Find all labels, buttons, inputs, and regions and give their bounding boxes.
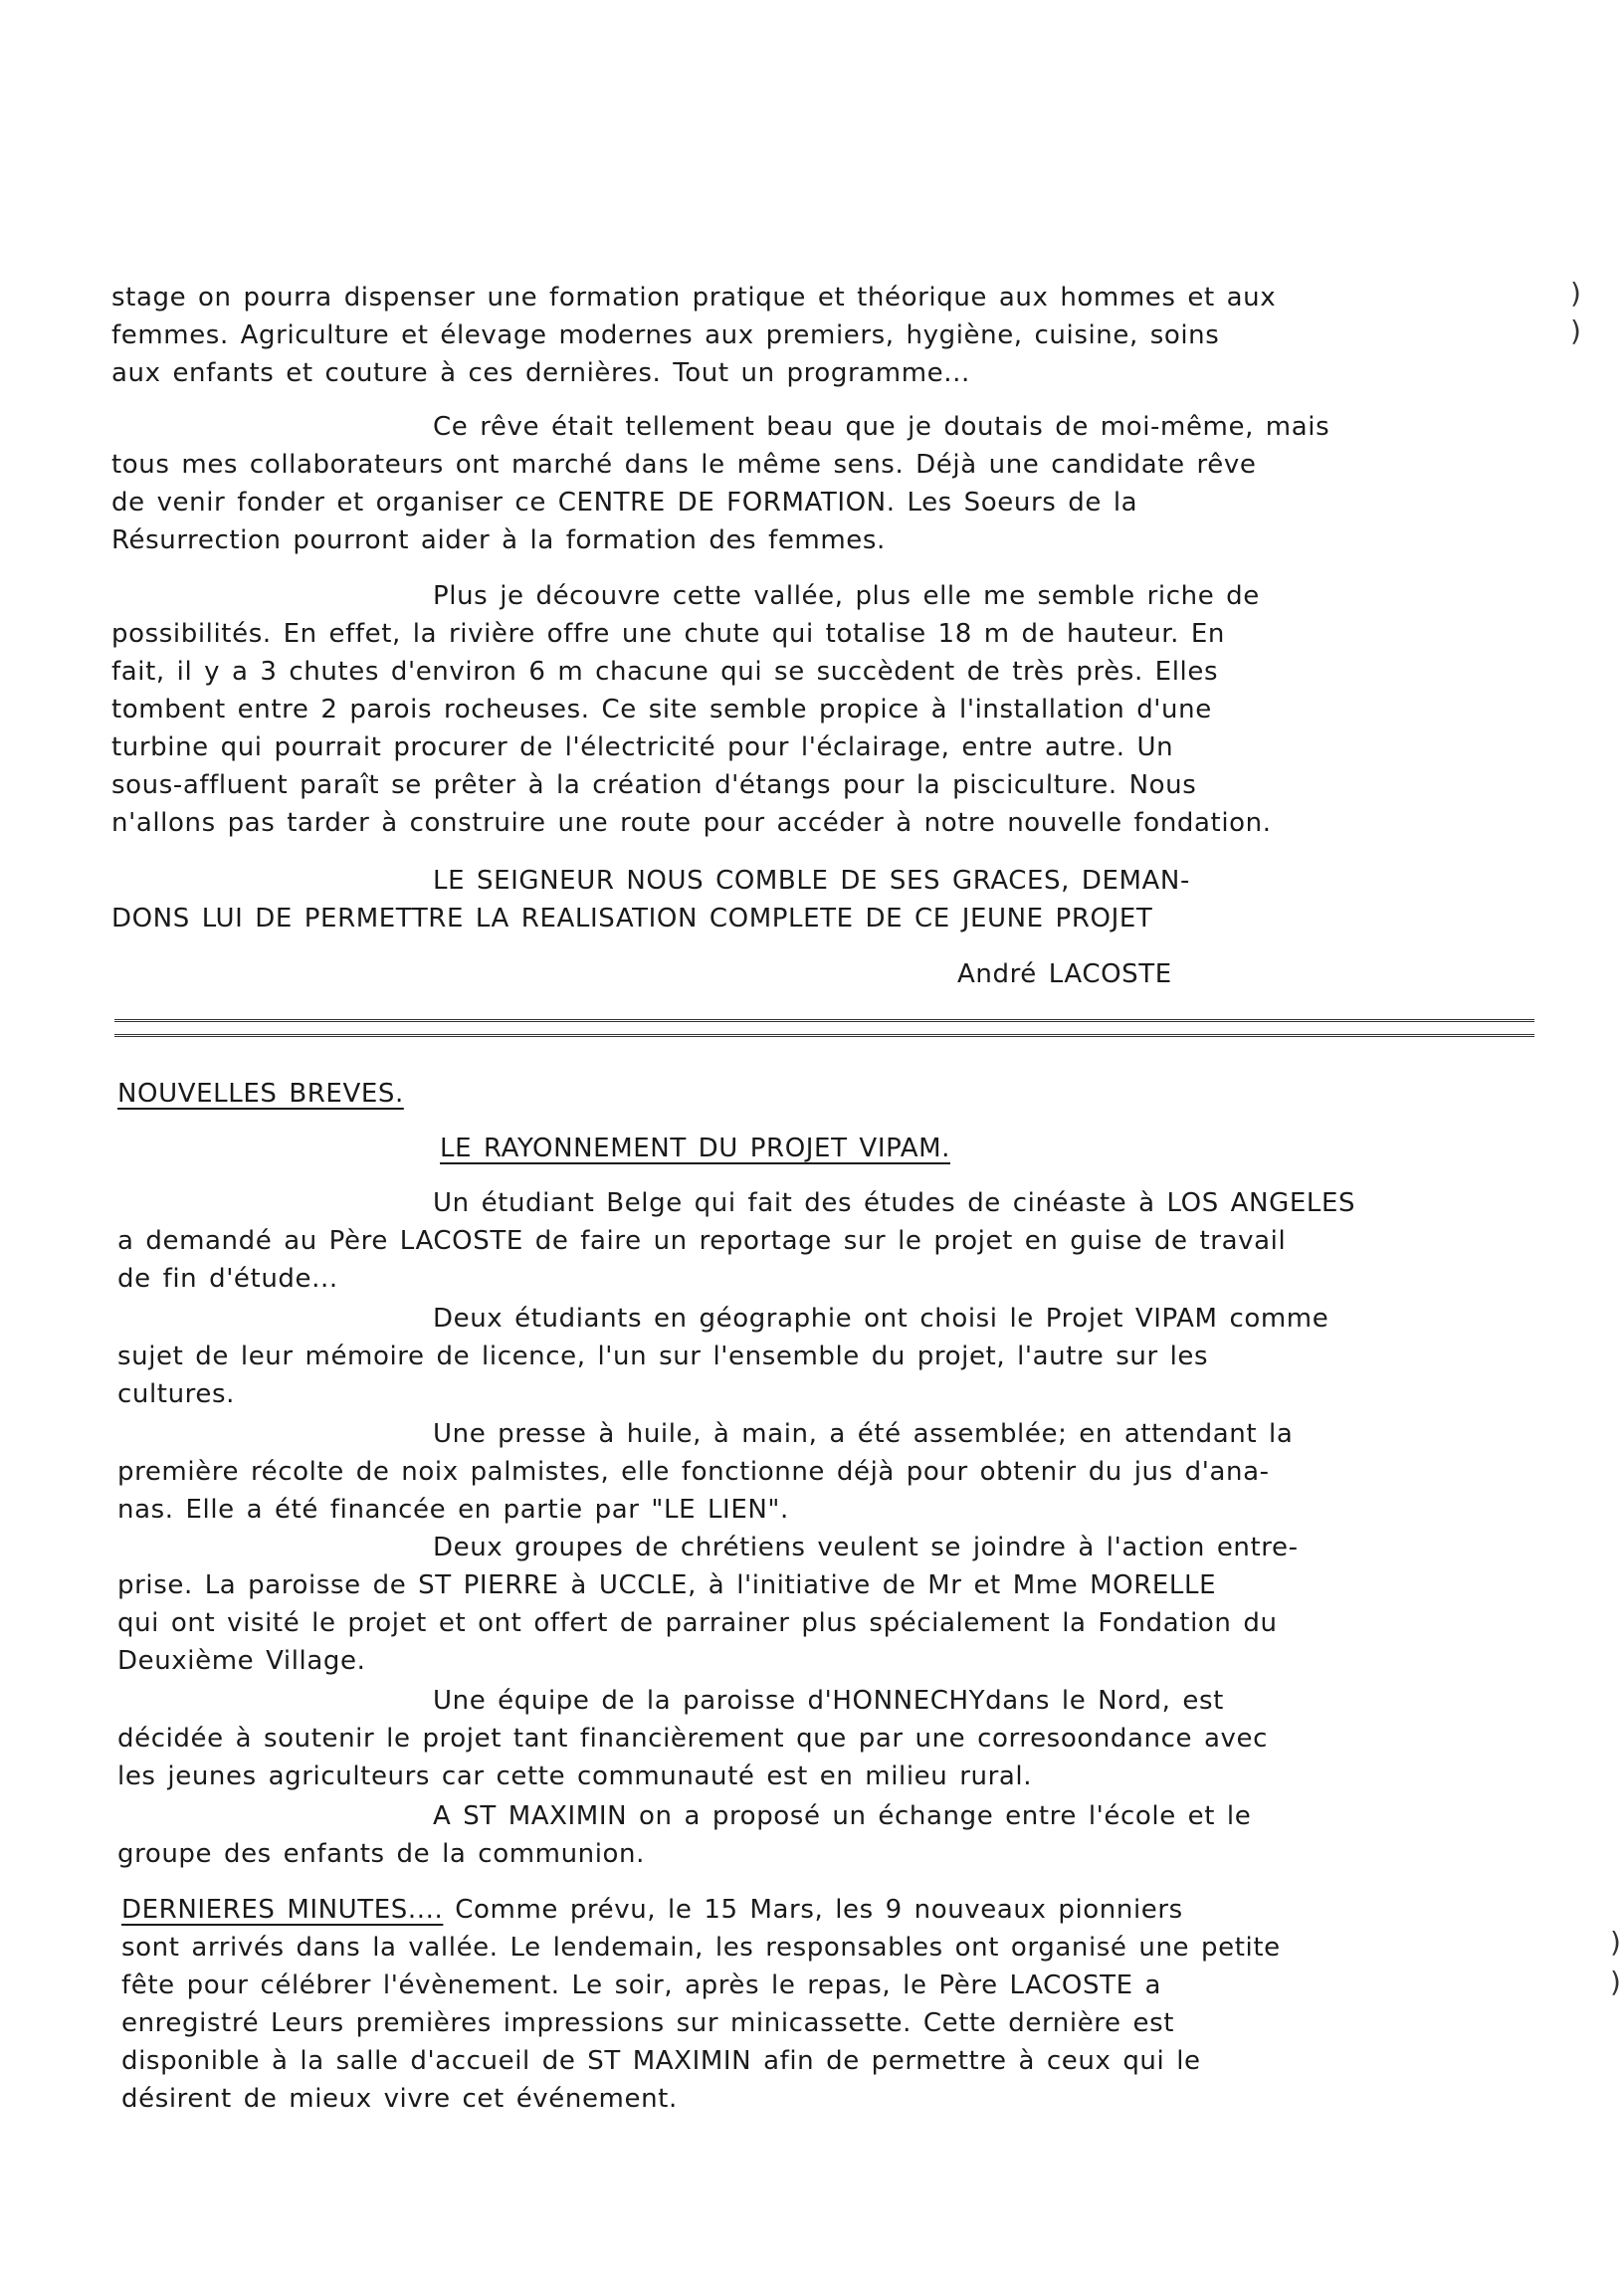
text-line: Deux groupes de chrétiens veulent se joindre à l'action entre- [433,1533,1299,1562]
text-line: enregistré Leurs premières impressions sur minicassette. Cette dernière est [121,2008,1175,2038]
text-line: tous mes collaborateurs ont marché dans le même sens. Déjà une candidate rêve [111,450,1257,480]
text-line: de fin d'étude... [117,1264,338,1294]
text-line: A ST MAXIMIN on a proposé un échange entre l'école et le [433,1801,1252,1831]
text-line: Plus je découvre cette vallée, plus elle me semble riche de [433,581,1260,611]
text-line: femmes. Agriculture et élevage modernes aux premiers, hygiène, cuisine, soins [111,320,1220,350]
text-line: possibilités. En effet, la rivière offre une chute qui totalise 18 m de hauteur. En [111,619,1225,649]
text-line: décidée à soutenir le projet tant financièrement que par une corresoondance avec [117,1724,1268,1754]
text-line: Ce rêve était tellement beau que je doutais de moi-même, mais [433,412,1330,442]
text-line: disponible à la salle d'accueil de ST MAXIMIN afin de permettre à ceux qui le [121,2046,1201,2076]
margin-mark: ) [1610,1926,1621,1959]
closing-line: LE SEIGNEUR NOUS COMBLE DE SES GRACES, DEMAN- [433,866,1190,896]
text-line: aux enfants et couture à ces dernières. Tout un programme... [111,358,970,388]
text-line: Comme prévu, le 15 Mars, les 9 nouveaux pionniers [455,1895,1183,1925]
margin-mark: ) [1610,1966,1621,1998]
section-title: NOUVELLES BREVES. [117,1079,404,1109]
text-line: prise. La paroisse de ST PIERRE à UCCLE, à l'initiative de Mr et Mme MORELLE [117,1570,1217,1600]
margin-mark: ) [1570,277,1581,310]
last-minutes-title: DERNIERES MINUTES.... [121,1895,444,1925]
separator-rule [114,1019,1534,1037]
text-line: Une presse à huile, à main, a été assemblée; en attendant la [433,1419,1294,1449]
closing-line: DONS LUI DE PERMETTRE LA REALISATION COMPLETE DE CE JEUNE PROJET [111,904,1153,933]
text-line: de venir fonder et organiser ce CENTRE DE FORMATION. Les Soeurs de la [111,488,1138,518]
text-line: n'allons pas tarder à construire une route pour accéder à notre nouvelle fondation. [111,808,1272,838]
text-line: turbine qui pourrait procurer de l'électricité pour l'éclairage, entre autre. Un [111,732,1174,762]
text-line: fait, il y a 3 chutes d'environ 6 m chacune qui se succèdent de très près. Elles [111,657,1219,687]
text-line: Deuxième Village. [117,1646,366,1676]
text-line: Une équipe de la paroisse d'HONNECHYdans le Nord, est [433,1686,1224,1716]
text-line: sujet de leur mémoire de licence, l'un sur l'ensemble du projet, l'autre sur les [117,1342,1209,1371]
text-line: les jeunes agriculteurs car cette communauté est en milieu rural. [117,1762,1033,1791]
text-line: désirent de mieux vivre cet événement. [121,2084,678,2114]
text-line: Résurrection pourront aider à la formation des femmes. [111,525,886,555]
text-line: sous-affluent paraît se prêter à la création d'étangs pour la pisciculture. Nous [111,770,1197,800]
text-line: cultures. [117,1379,235,1409]
text-line: première récolte de noix palmistes, elle fonctionne déjà pour obtenir du jus d'ana- [117,1457,1270,1487]
text-line: a demandé au Père LACOSTE de faire un reportage sur le projet en guise de travail [117,1226,1287,1256]
text-line: stage on pourra dispenser une formation pratique et théorique aux hommes et aux [111,283,1277,312]
text-line: nas. Elle a été financée en partie par "LE LIEN". [117,1495,789,1525]
text-line: Un étudiant Belge qui fait des études de cinéaste à LOS ANGELES [433,1188,1356,1218]
text-line: groupe des enfants de la communion. [117,1839,645,1869]
text-line: sont arrivés dans la vallée. Le lendemain, les responsables ont organisé une petite [121,1933,1281,1963]
text-line: Deux étudiants en géographie ont choisi le Projet VIPAM comme [433,1304,1329,1334]
text-line: qui ont visité le projet et ont offert de parrainer plus spécialement la Fondation du [117,1608,1278,1638]
signature: André LACOSTE [957,959,1172,989]
text-line: fête pour célébrer l'évènement. Le soir, après le repas, le Père LACOSTE a [121,1970,1161,2000]
last-minutes-line [121,1891,1534,1929]
text-line: tombent entre 2 parois rocheuses. Ce site semble propice à l'installation d'une [111,695,1212,725]
margin-mark: ) [1570,314,1581,347]
section-subtitle: LE RAYONNEMENT DU PROJET VIPAM. [440,1134,950,1163]
